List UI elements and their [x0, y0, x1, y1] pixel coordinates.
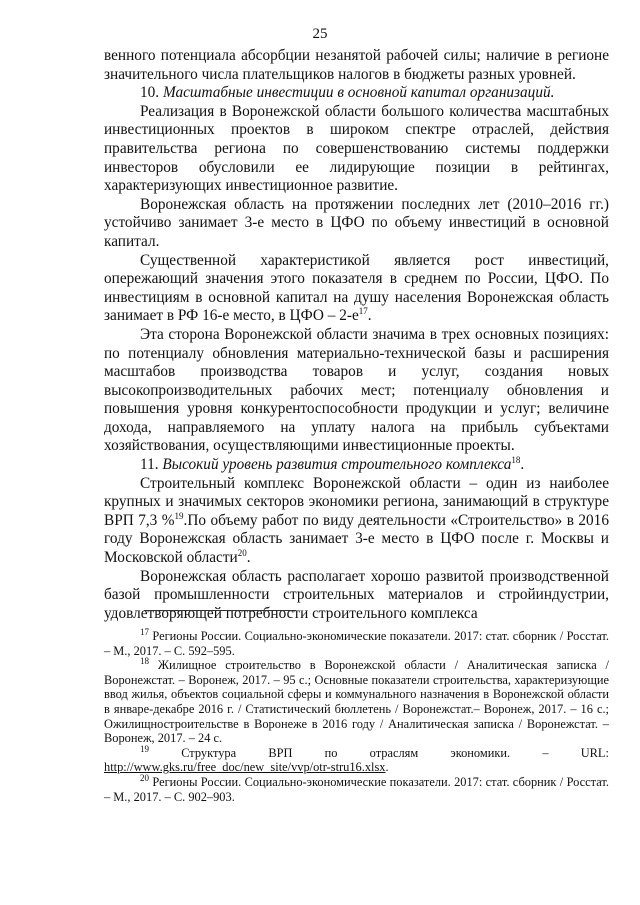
heading-10 [104, 84, 609, 103]
body-text [104, 47, 609, 623]
footnote-ref-19[interactable]: 19 [174, 510, 184, 521]
paragraph-growth: Существенной характеристикой является рост инвестиций, опережающий значения этого показателя в среднем по России, ЦФО. По инвестициям в основной капитал на душу населения Воронежская область занимает в РФ 16-е место, в ЦФО – $2-е^{17}$. [104, 251, 609, 325]
heading-11-text: Высокий уровень развития строительного комплекса [162, 456, 512, 474]
footnote-18: $^{18}$ Жилищное строительство в Воронежской области / Аналитическая записка / Воронежстат. – Воронеж, 2017. – 95 с.; Основные показатели строительства, характеризующие ввод жилья, объектов социальной сферы и коммунального назначения в Воронежской области в январе-декабре 2016 г. / Статистический бюллетень / Воронежстат.– Воронеж, 2017. – 16 с.; Ожилищностроительстве в Воронеже в 2016 году / Аналитическая записка / Воронежстат. – Воронеж, 2017. – 24 с. [104, 656, 609, 746]
heading-11-number: 11. [140, 456, 159, 474]
paragraph-investors: Реализация в Воронежской области большого количества масштабных инвестиционных проектов в широком спектре отраслей, действия правительства региона по совершенствованию системы поддержки инвесторов обусловили ее лидирующие позиции в рейтингах, характеризующих инвестиционное развитие. [104, 102, 609, 195]
paragraph-rank: Воронежская область на протяжении последних лет (2010–2016 гг.) устойчиво занимает 3-е место в ЦФО по объему инвестиций в основной капитал. [104, 195, 609, 250]
footnote-ref-17[interactable]: 17 [358, 306, 368, 317]
footnotes [104, 626, 609, 804]
page-number: 25 [312, 26, 328, 42]
footnote-ref-18[interactable]: 18 [511, 454, 521, 465]
paragraph-continuation: венного потенциала абсорбции незанятой рабочей силы; наличие в регионе значительного числа плательщиков налогов в бюджеты разных уровней. [104, 47, 609, 83]
heading-10-number: 10. [140, 84, 160, 102]
paragraph-positions: Эта сторона Воронежской области значима в трех основных позициях: по потенциалу обновления материально-технической базы и расширения масштабов производства товаров и услуг, создания новых высокопроизводительных рабочих мест; потенциалу обновления и повышения уровня конкурентоспособности продукции и услуг; величине дохода, направляемого на уплату налога на прибыль субъектами хозяйствования, осуществляющими инвестиционные проекты. [104, 325, 609, 455]
footnote-ref-20[interactable]: 20 [237, 547, 247, 558]
footnote-20: $^{20}$ Регионы России. Социально-экономические показатели. 2017: стат. сборник / Росстат. – М., 2017. – С. 902–903. [104, 772, 609, 804]
footnote-19-link[interactable]: http://www.gks.ru/free_doc/new_site/vvp/otr-stru16.xlsx [104, 760, 386, 775]
heading-11: 11. Высокий уровень развития строительного комплекса$^{18}$. [140, 454, 525, 474]
footnote-19-url-line: http://www.gks.ru/free_doc/new_site/vvp/otr-stru16.xlsx. [104, 760, 389, 775]
footnote-17: $^{17}$ Регионы России. Социально-экономические показатели. 2017: стат. сборник / Росстат. – М., 2017. – С. 592–595. [104, 626, 609, 658]
footnote-19: $^{19}$ Структура ВРП по отраслям экономики. – URL: [140, 743, 609, 760]
paragraph-construction: Строительный комплекс Воронежской области – один из наиболее крупных и значимых секторов экономики региона, занимающий в структуре ВРП 7,3 %$^{19}$.По объему работ по виду деятельности «Строительство» в 2016 году Воронежская область занимает 3-е место в ЦФО после г. Москвы и Московской области$^{20}$. [104, 474, 609, 567]
paragraph-industry: Воронежская область располагает хорошо развитой производственной базой промышленности строительных материалов и стройиндустрии, удовлетворяющей потребности строительного комплекса [104, 567, 609, 622]
footnote-separator [144, 610, 296, 611]
heading-10-text: Масштабные инвестиции в основной капитал организаций. [162, 84, 555, 102]
